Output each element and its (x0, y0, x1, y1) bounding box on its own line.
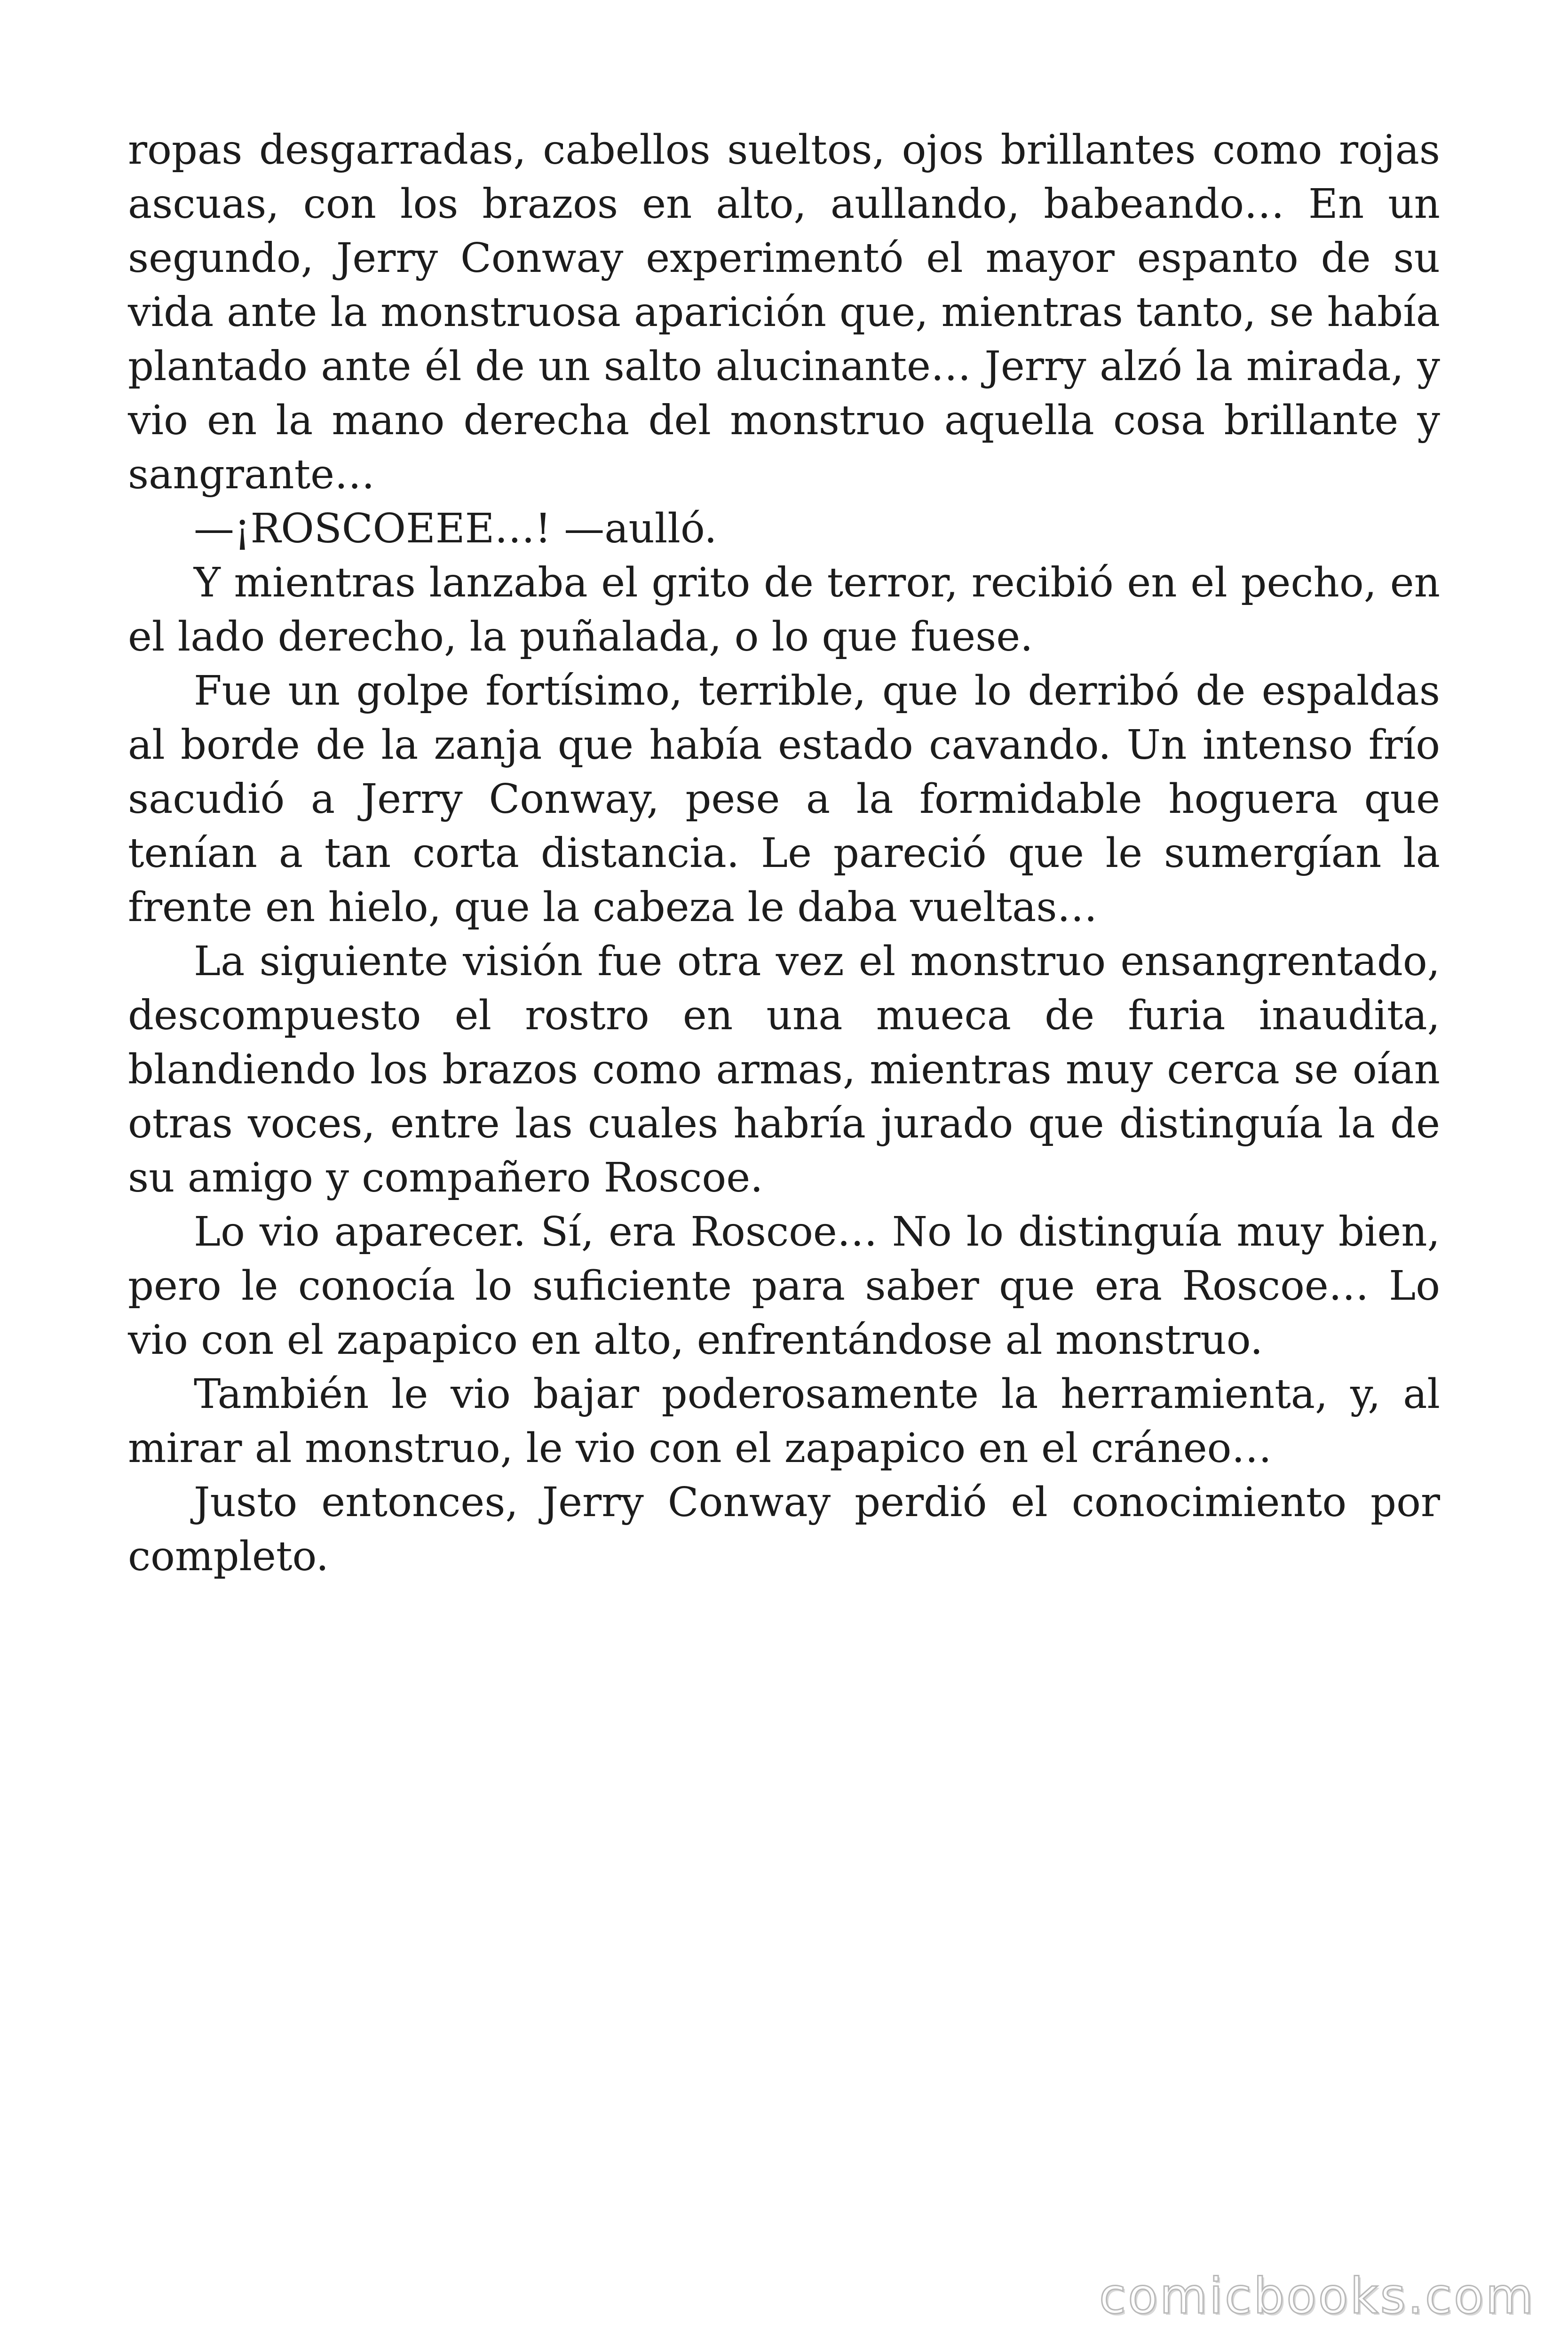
paragraph-4: Fue un golpe fortísimo, terrible, que lo derribó de espaldas al borde de la zanja que había estado cavando. Un intenso frío sacudió a Jerry Conway, pese a la formidable hoguera que tenían a tan corta distancia. Le pareció que le sumergían la frente en hielo, que la cabeza le daba vueltas… (128, 667, 1440, 931)
paragraph-2: —¡ROSCOEEE…! —aulló. (194, 505, 717, 552)
paragraph-7: También le vio bajar poderosamente la herramienta, y, al mirar al monstruo, le vio con el zapapico en el cráneo… (128, 1371, 1440, 1472)
paragraph-8: Justo entonces, Jerry Conway perdió el conocimiento por completo. (128, 1479, 1440, 1580)
body-text (128, 123, 1440, 1584)
paragraph-6: Lo vio aparecer. Sí, era Roscoe… No lo distinguía muy bien, pero le conocía lo suficiente para saber que era Roscoe… Lo vio con el zapapico en alto, enfrentándose al monstruo. (128, 1208, 1440, 1364)
paragraph-3: Y mientras lanzaba el grito de terror, recibió en el pecho, en el lado derecho, la puñalada, o lo que fuese. (128, 559, 1440, 660)
paragraph-1: ropas desgarradas, cabellos sueltos, ojos brillantes como rojas ascuas, con los brazos en alto, aullando, babeando… En un segundo, Jerry Conway experimentó el mayor espanto de su vida ante la monstruosa aparición que, mientras tanto, se había plantado ante él de un salto alucinante… Jerry alzó la mirada, y vio en la mano derecha del monstruo aquella cosa brillante y sangrante… (128, 127, 1440, 498)
paragraph-5: La siguiente visión fue otra vez el monstruo ensangrentado, descompuesto el rostro en una mueca de furia inaudita, blandiendo los brazos como armas, mientras muy cerca se oían otras voces, entre las cuales habría jurado que distinguía la de su amigo y compañero Roscoe. (128, 938, 1440, 1201)
watermark: comicbooks.com (1099, 2267, 1535, 2325)
